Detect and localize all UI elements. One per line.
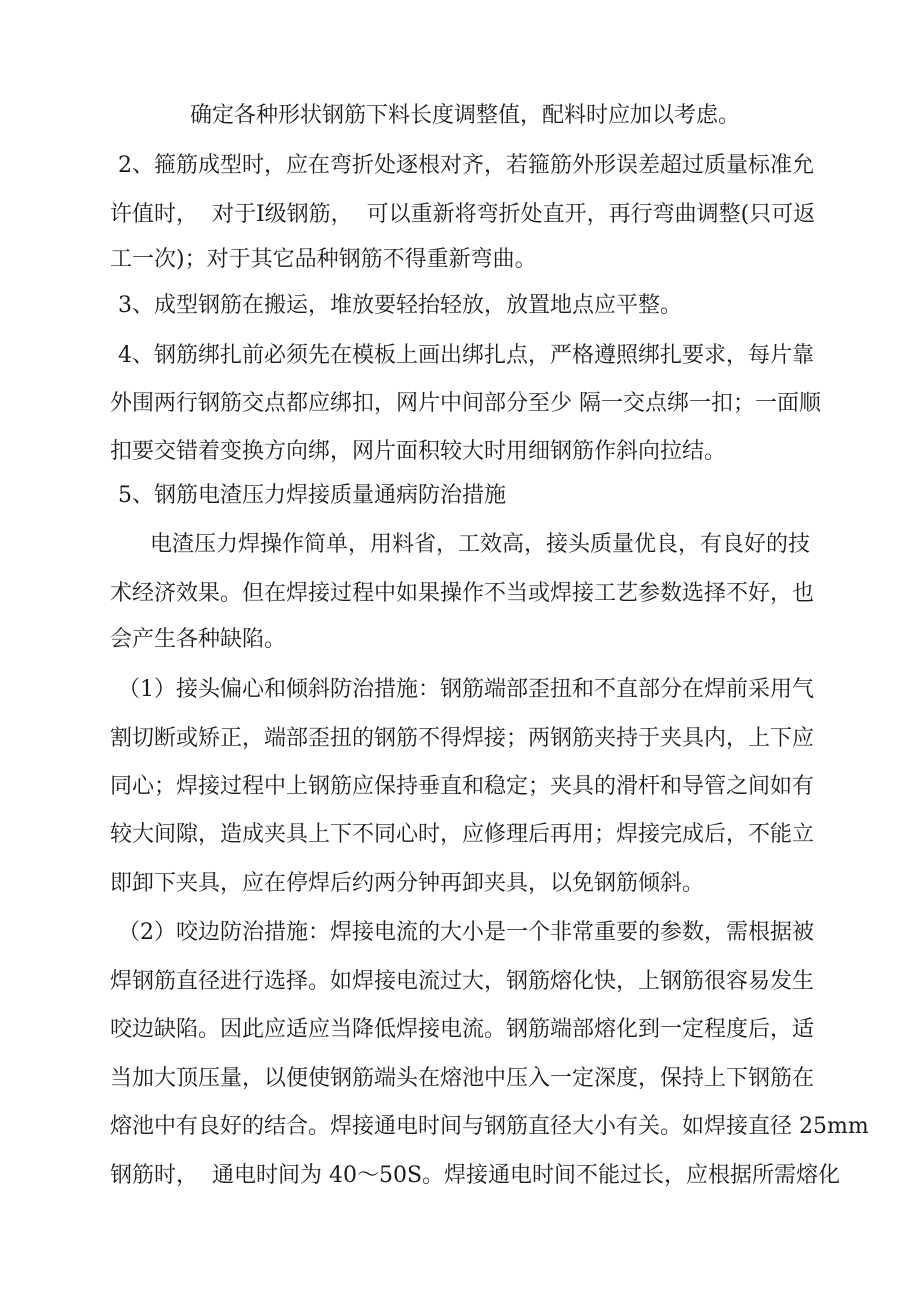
text-line-4: 工一次)；对于其它品种钢筋不得重新弯曲。 [110,247,537,272]
text-line-14: 割切断或矫正，端部歪扭的钢筋不得焊接；两钢筋夹持于夹具内，上下应 [110,726,815,751]
text-line-16: 较大间隙，造成夹具上下不同心时，应修理后再用；焊接完成后，不能立 [110,822,815,847]
text-line-10: 电渣压力焊操作简单，用料省，工效高，接头质量优良，有良好的技 [150,532,811,557]
text-line-2: 2、箍筋成型时，应在弯折处逐根对齐，若箍筋外形误差超过质量标准允 [118,153,814,178]
text-line-13: （1）接头偏心和倾斜防治措施：钢筋端部歪扭和不直部分在焊前采用气 [118,677,814,702]
text-line-8: 扣要交错着变换方向绑，网片面积较大时用细钢筋作斜向拉结。 [110,439,727,464]
text-line-20: 咬边缺陷。因此应适应当降低焊接电流。钢筋端部熔化到一定程度后，适 [110,1017,815,1042]
text-line-7: 外围两行钢筋交点都应绑扣，网片中间部分至少 隔一交点绑一扣；一面顺 [110,391,821,416]
text-line-9: 5、钢筋电渣压力焊接质量通病防治措施 [118,483,506,508]
text-line-17: 即卸下夹具，应在停焊后约两分钟再卸夹具，以免钢筋倾斜。 [110,871,705,896]
text-line-6: 4、钢筋绑扎前必须先在模板上画出绑扎点，严格遵照绑扎要求，每片靠 [118,343,814,368]
text-line-19: 焊钢筋直径进行选择。如焊接电流过大，钢筋熔化快，上钢筋很容易发生 [110,969,815,994]
text-line-5: 3、成型钢筋在搬运，堆放要轻抬轻放，放置地点应平整。 [118,293,682,318]
text-line-1: 确定各种形状钢筋下料长度调整值，配料时应加以考虑。 [190,103,741,128]
text-line-11: 术经济效果。但在焊接过程中如果操作不当或焊接工艺参数选择不好，也 [110,581,815,606]
text-line-15: 同心；焊接过程中上钢筋应保持垂直和稳定；夹具的滑杆和导管之间如有 [110,774,815,799]
text-line-3: 许值时， 对于Ⅰ级钢筋， 可以重新将弯折处直开，再行弯曲调整(只可返 [110,202,816,227]
text-line-21: 当加大顶压量，以便使钢筋端头在熔池中压入一定深度，保持上下钢筋在 [110,1066,815,1091]
text-line-18: （2）咬边防治措施：焊接电流的大小是一个非常重要的参数，需根据被 [118,920,814,945]
text-line-12: 会产生各种缺陷。 [110,627,287,652]
text-line-22: 熔池中有良好的结合。焊接通电时间与钢筋直径大小有关。如焊接直径 25mm [110,1114,869,1139]
text-line-23: 钢筋时， 通电时间为 40～50S。焊接通电时间不能过长，应根据所需熔化 [110,1163,841,1188]
